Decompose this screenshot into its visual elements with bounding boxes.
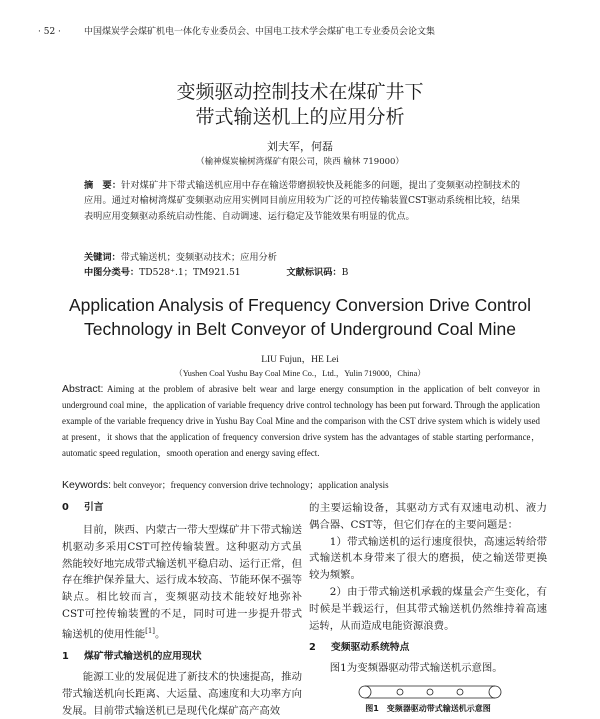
intro-text: 目前，陕西、内蒙古一带大型煤矿井下带式输送机驱动多采用CST可控传输装置。这种驱动方式虽然能较好地完成带式输送机平稳启动、运行正常，但存在维护保养量大、运行成本较高、节能环保不强等缺点。相比较而言，变频驱动技术能较好地弥补CST可控传输装置的不足，同时可进一步提升带式输送机的使用性能 bbox=[62, 524, 302, 641]
affiliation-en: （Yushen Coal Yushu Bay Coal Mine Co.，Ltd.，Yulin 719000，China） bbox=[174, 369, 426, 378]
keywords-en bbox=[62, 478, 540, 491]
abstract-cn-text: 针对煤矿井下带式输送机应用中存在输送带磨损较快及耗能多的问题，提出了变频驱动控制技术的应用。通过对榆树湾煤矿变频驱动应用实例同目前应用较为广泛的可控传输装置CST驱动系统相比较，结果表明应用变频驱动系统启动性能、自动调速、运行稳定及节能效果有明显的优点。 bbox=[84, 180, 521, 222]
keywords-en-label: Keywords: bbox=[62, 479, 112, 491]
classification-line bbox=[84, 265, 520, 280]
doc-code-label: 文献标识码： bbox=[286, 267, 342, 278]
section-0-title: 引言 bbox=[84, 502, 104, 513]
affiliation-cn: （榆神煤炭榆树湾煤矿有限公司，陕西 榆林 719000） bbox=[196, 157, 404, 167]
head-pulley-icon bbox=[359, 686, 371, 698]
body-left-column bbox=[62, 500, 302, 719]
clc-value: TD528⁺.1；TM921.51 bbox=[139, 267, 241, 278]
section-0-heading bbox=[62, 500, 302, 518]
doc-code-value: B bbox=[341, 267, 349, 278]
abstract-en-label: Abstract: bbox=[62, 383, 104, 395]
section-2-number: 2 bbox=[309, 642, 316, 654]
section-1-paragraph: 能源工业的发展促进了新技术的快速提高，推动带式输送机向长距离、大运量、高速度和大功率方向发展。目前带式输送机已是现代化煤矿高产高效 bbox=[62, 671, 302, 717]
keywords-en-text: belt conveyor；frequency conversion drive technology；application analysis bbox=[113, 480, 389, 490]
idler-icon bbox=[397, 689, 403, 695]
section-2-paragraph: 图1为变频器驱动带式输送机示意图。 bbox=[329, 662, 503, 675]
running-title: 中国煤炭学会煤矿机电一体化专业委员会、中国电工技术学会煤矿电工专业委员会论文集 bbox=[84, 27, 436, 37]
abstract-cn bbox=[84, 178, 520, 224]
section-2-heading bbox=[309, 640, 547, 658]
right-paragraph-continued: 的主要运输设备，其驱动方式有双速电动机、液力偶合器、CST等，但它们存在的主要问题是： bbox=[309, 502, 547, 531]
intro-paragraph bbox=[62, 522, 302, 643]
right-paragraph-item1: 1）带式输送机的运行速度很快，高速运转给带式输送机本身带来了很大的磨损，使之输送带更换较为频繁。 bbox=[309, 535, 547, 582]
abstract-en bbox=[62, 381, 540, 461]
right-paragraph-item2: 2）由于带式输送机承载的煤量会产生变化，有时候是半载运行，但其带式输送机仍然维持着高速运转，从而造成电能资源浪费。 bbox=[309, 585, 547, 632]
section-1-number: 1 bbox=[62, 651, 69, 663]
section-2-title: 变频驱动系统特点 bbox=[331, 642, 410, 654]
running-header bbox=[38, 24, 566, 37]
title-cn-line1: 变频驱动控制技术在煤矿井下 bbox=[176, 81, 424, 103]
tail-pulley-icon bbox=[489, 686, 501, 698]
authors-cn: 刘夫军，何磊 bbox=[267, 140, 333, 153]
section-1-title: 煤矿带式输送机的应用现状 bbox=[84, 651, 202, 663]
title-en-line2: Technology in Belt Conveyor of Underground Coal Mine bbox=[84, 319, 516, 339]
idler-icon bbox=[457, 689, 463, 695]
intro-text-end: 。 bbox=[155, 628, 166, 641]
title-cn-line2: 带式输送机上的应用分析 bbox=[195, 106, 405, 128]
keywords-cn bbox=[84, 250, 520, 265]
section-1-heading bbox=[62, 649, 302, 667]
authors-en: LIU Fujun，HE Lei bbox=[261, 355, 339, 365]
body-right-column bbox=[309, 500, 547, 677]
figure-1-caption: 图1 变频器驱动带式输送机示意图 bbox=[365, 704, 491, 713]
abstract-en-text: Aiming at the problem of abrasive belt wear and large energy consumption in the application of belt conveyor in underground coal mine，the application of variable frequency drive control technology has been put forward. Through the application example of the variable frequency drive in Yushu Bay Coal Mine and the comparison with the CST drive system which is widely used at present，it shows that the application of frequency conversion drive system has the advantages of stable starting performance，automatic speed regulation，smooth operation and energy saving effect. bbox=[62, 384, 540, 458]
clc-label: 中图分类号： bbox=[84, 267, 140, 278]
idler-icon bbox=[427, 689, 433, 695]
keywords-cn-text: 带式输送机；变频驱动技术；应用分析 bbox=[120, 252, 277, 263]
citation-ref: [1] bbox=[145, 626, 156, 635]
title-en-line1: Application Analysis of Frequency Conversion Drive Control bbox=[68, 295, 532, 315]
keywords-cn-label: 关键词： bbox=[84, 252, 121, 263]
conveyor-schematic-figure bbox=[355, 683, 505, 701]
page-number: · 52 · bbox=[38, 27, 61, 37]
abstract-cn-label: 摘 要： bbox=[84, 180, 122, 191]
section-0-number: 0 bbox=[62, 502, 69, 513]
